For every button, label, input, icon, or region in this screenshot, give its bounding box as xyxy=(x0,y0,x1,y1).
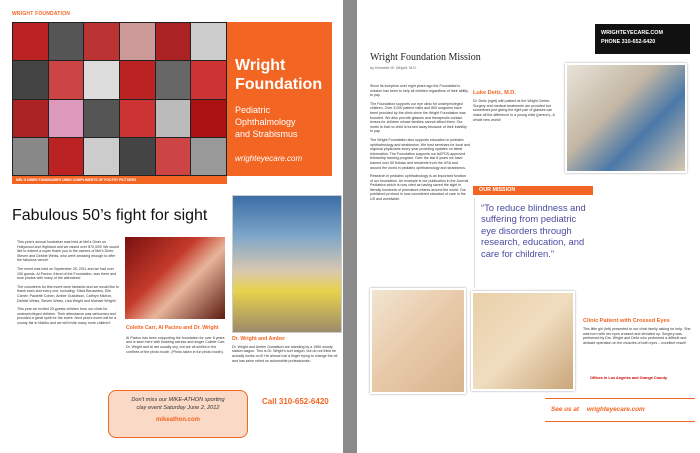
luke-caption xyxy=(473,90,561,122)
byline: by Kenneth W. Wright, M.D. xyxy=(370,66,417,70)
photo-caption xyxy=(126,325,226,354)
photo-caption xyxy=(232,336,340,363)
mission-label: OUR MISSION xyxy=(473,186,593,195)
caption-title: Colette Carr, Al Pacino and Dr. Wright xyxy=(126,325,219,331)
mikeathon-promo xyxy=(108,390,248,438)
foundation-title-box xyxy=(227,22,332,176)
header-label: WRIGHT FOUNDATION xyxy=(12,11,71,17)
caption-text: Dr. Deitz (right) with patient at the Wright Center. Surgery and medical treatments are provided but sometimes just giving the right pair of glasses can make all the difference to a young child (person)– A whole new world! xyxy=(473,99,555,122)
body-paragraph: Research in pediatric ophthalmology is an important function of our foundation. An example is our publication in the Journal Pediatrics which is now cited as having saved the sight in literally hundreds of premature infants around the world. Our published protocol is now considered standard of care in the US and worldwide. xyxy=(370,174,469,202)
fundraiser-headline: Fabulous 50’s fight for sight xyxy=(12,207,208,224)
body-paragraph: The Foundation supports our eye clinic for underprivileged children. Over 3,000 patient visits and 800 surgeries have been provided by the clinic since the Wright Foundation was founded. We also provide glasses and therapeutic contact lenses for children whose families cannot afford them. Our motto is that no child is turned away because of their inability to pay. xyxy=(370,101,467,134)
photo-booth-collage xyxy=(12,22,227,176)
website-label[interactable]: WRIGHTEYECARE.COM xyxy=(601,30,663,36)
station-wagon-photo xyxy=(232,195,342,333)
caption-text: Al Pacino has been supporting the foundation for over 8 years and is seen here with budding actress and singer Colette Carr. Dr. Wright and Al are usually shy, but are all smiles in the confines of the photo booth. (Photo taken in fun photo booth). xyxy=(126,335,226,354)
see-us-label: See us at xyxy=(551,406,580,413)
body-paragraph: The volunteers for this event were fantastic and we would like to thank each and every one, including: Silvia Benavides, Elle Camer, Paulette Cohen, Amber Gustafson, Cathryn Michon, Debbie Weiss, Steven Weiss, Lisa Wright and Michael Wright! xyxy=(17,284,119,303)
body-paragraph: The Wright Foundation also supports education in pediatric ophthalmology and strabismus. We host seminars for local and regional physicians every year providing updates on latest information. The Foundation supports our AAPOS-approved fellowship training program. Over the last 8 years we have trained over 50 fellows and residents from the USA and around the world in pediatric ophthalmology and strabismus. xyxy=(370,137,471,170)
patient-after-photo xyxy=(471,291,575,391)
caption-text: This little girl (left) presented to our clinic family asking for help. She was born with her eyes crossed and deviated up. Surgery was performed by Drs. Wright and Deitz who performed a difficult and delicate operation on the muscles of both eyes – excellent result! xyxy=(583,327,691,346)
fundraiser-body xyxy=(17,240,121,330)
clinic-caption xyxy=(583,318,695,346)
phone-label: PHONE 310-652-6420 xyxy=(601,38,656,45)
foundation-subtitle: Pediatric Ophthalmology and Strabismus xyxy=(235,105,298,139)
mission-headline: Wright Foundation Mission xyxy=(370,52,481,63)
caption-title: Dr. Wright and Amber xyxy=(232,336,286,342)
promo-line: Don't miss our MIKE-ATHON sporting xyxy=(131,397,225,403)
caption-text: Dr. Wright and Amber Gustafson are standing by a 1950 woody station wagon. This is Dr. Wright's surf wagon, but do not think he actually works on it! He almost lost a finger trying to change the oil and has since relied on automobile professionals. xyxy=(232,344,338,363)
caption-title: Luke Deitz, M.D. xyxy=(473,90,516,96)
page-left xyxy=(0,0,343,453)
call-number: Call 310-652-6420 xyxy=(262,397,329,406)
foundation-url[interactable]: wrighteyecare.com xyxy=(235,154,303,163)
mission-quote: “To reduce blindness and suffering from pediatric eye disorders through research, education, and care for children.” xyxy=(474,198,594,288)
contact-box xyxy=(595,24,690,54)
body-paragraph: This year we invited 20 guests children from our clinic for underprivileged children. Their attendance was welcomed and provided a great spirit for the event. Next year's event will be a county fair in Malibu and we will invite many more children! xyxy=(17,307,117,325)
collage-caption: MEL'S DINER FUNDRAISER 1950S COMPLIMENTS OF FOOTRY PICTURES xyxy=(12,176,227,184)
body-paragraph: The event was held on September 25, 2011 and we had over 150 guests. Al Pacino, friend of the Foundation, was there and took photos with many of the attendees! xyxy=(17,266,117,281)
see-us-banner xyxy=(545,398,695,422)
photo-booth-photo xyxy=(125,237,225,319)
caption-title: Clinic Patient with Crossed Eyes xyxy=(583,318,670,324)
patient-before-photo xyxy=(370,288,466,394)
page-right xyxy=(357,0,700,453)
promo-line: clay event Saturday June 2, 2012 xyxy=(136,404,220,411)
see-us-url[interactable]: wrighteyecare.com xyxy=(586,406,645,413)
body-paragraph: This year's annual fundraiser was held at Mel's Diner on Hollywood and Highland and we raised over $70,000! We would like to extend a super thank you to the owners of Mel's Diner, Steven and Debbie Weiss, who were amazing enough to offer the fabulous venue! xyxy=(17,240,119,263)
mission-body xyxy=(370,84,470,206)
promo-url[interactable]: mikeathon.com xyxy=(155,416,200,423)
foundation-title: Wright Foundation xyxy=(235,57,323,93)
doctor-patient-photo xyxy=(565,63,687,173)
offices-note: Offices in Los Angeles and Orange County xyxy=(590,376,668,380)
body-paragraph: Since its inception over eight years ago the Foundation's mission has been to help all children regardless of their ability to pay. xyxy=(370,84,468,98)
